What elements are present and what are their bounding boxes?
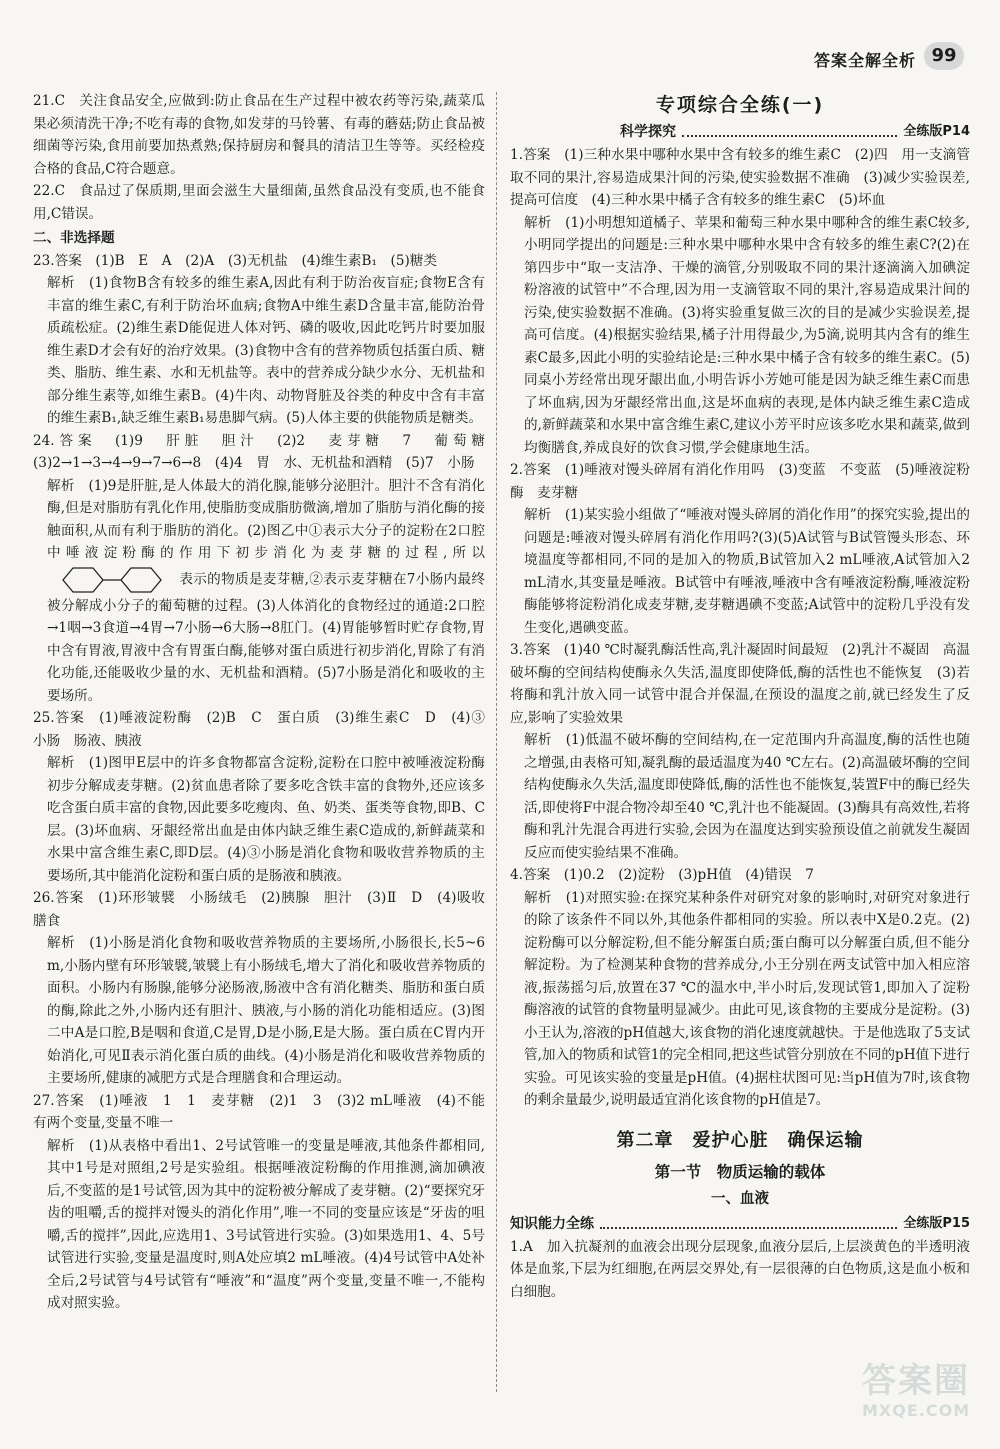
answer-q23: 23.答案 (1)B E A (2)A (3)无机盐 (4)维生素B₁ (5)糖类: [33, 252, 437, 269]
answer-k1: 1.A 加入抗凝剂的血液会出现分层现象,血液分层后,上层淡黄色的半透明液体是血浆,下层为红细胞,在两层交界处,有一层很薄的白色物质,这是血小板和白细胞。: [510, 1238, 970, 1300]
chapter-title: 第二章 爱护心脏 确保运输: [616, 1129, 864, 1151]
science-version: 全练版P14: [903, 124, 970, 139]
analysis-q24-part1: 解析 (1)9是肝脏,是人体最大的消化腺,能够分泌胆汁。胆汁不含有消化酶,但是对脂肪有乳化作用,使脂肪变成脂肪微滴,增加了脂肪与消化酶的接触面积,从而有利于脂肪的消化。(2)图乙中①表示大分子的淀粉在2口腔中唾液淀粉酶的作用下初步消化为麦芽糖的过程,所以: [47, 477, 485, 561]
answer-r1: 1.答案 (1)三种水果中哪种水果中含有较多的维生素C (2)四 用一支滴管取不同的果汁,容易造成果汁间的污染,使实验数据不准确 (3)减少实验误差,提高可信度 (4)三种水果中橘子含有较多的维生素C (5)坏血: [510, 147, 970, 208]
knowledge-version: 全练版P15: [903, 1215, 970, 1231]
dotted-leader: [682, 127, 897, 137]
page-header: [0, 40, 1000, 80]
maltose-structure-icon: [53, 565, 173, 595]
analysis-q24-part2: 表示的物质是麦芽糖,②表示麦芽糖在7小肠内最终被分解成小分子的葡萄糖的过程。(3)人体消化的食物经过的通道:2口腔→1咽→3食道→4胃→7小肠→6大肠→8肛门。(4)胃能够暂时贮存食物,胃中含有胃液,胃液中含有胃蛋白酶,能够对蛋白质进行初步消化,胃除了有消化功能,还能吸收少量的水、无机盐和酒精。(5)7小肠是消化和吸收的主要场所。: [47, 571, 485, 704]
analysis-r2: 解析 (1)某实验小组做了“唾液对馒头碎屑的消化作用”的探究实验,提出的问题是:唾液对馒头碎屑有消化作用吗?(3)(5)A试管与B试管馒头形态、环境温度等都相同,不同的是加入的物质,B试管加入2 mL唾液,A试管加入2 mL清水,其变量是唾液。B试管中有唾液,唾液中含有唾液淀粉酶,唾液淀粉酶能够将淀粉消化成麦芽糖,麦芽糖遇碘不变蓝;A试管中的淀粉几乎没有发生变化,遇碘变蓝。: [524, 507, 970, 636]
knowledge-heading: [510, 1212, 970, 1236]
science-heading: [510, 120, 970, 144]
answer-r2: 2.答案 (1)唾液对馒头碎屑有消化作用吗 (3)变蓝 不变蓝 (5)唾液淀粉酶 麦芽糖: [510, 462, 970, 501]
analysis-q26: 解析 (1)小肠是消化食物和吸收营养物质的主要场所,小肠很长,长5~6 m,小肠内壁有环形皱襞,皱襞上有小肠绒毛,增大了消化和吸收营养物质的面积。小肠内有肠腺,能够分泌肠液,肠液中含有消化糖类、脂肪和蛋白质的酶,除此之外,小肠内还有胆汁、胰液,与小肠的消化功能相适应。(3)图二中A是口腔,B是咽和食道,C是胃,D是小肠,E是大肠。蛋白质在C胃内开始消化,可见Ⅱ表示消化蛋白质的曲线。(4)小肠是消化和吸收营养物质的主要场所,健康的减肥方式是合理膳食和合理运动。: [47, 935, 485, 1086]
section-title: 第一节 物质运输的载体: [654, 1162, 826, 1181]
watermark-top: 答案圈: [862, 1361, 970, 1401]
analysis-q25: 解析 (1)图甲E层中的许多食物都富含淀粉,淀粉在口腔中被唾液淀粉酶初步分解成麦芽糖。(2)贫血患者除了要多吃含铁丰富的食物外,还应该多吃含蛋白质丰富的食物,因此要多吃瘦肉、鱼、奶类、蛋类等食物,即B、C层。(3)坏血病、牙龈经常出血是由体内缺乏维生素C造成的,新鲜蔬菜和水果中富含维生素C,即D层。(4)③小肠是消化食物和吸收营养物质的主要场所,其中能消化淀粉和蛋白质的是肠液和胰液。: [47, 755, 485, 884]
analysis-r4: 解析 (1)对照实验:在探究某种条件对研究对象的影响时,对研究对象进行的除了该条件不同以外,其他条件都相同的实验。所以表中X是0.2克。(2)淀粉酶可以分解淀粉,但不能分解蛋白质;蛋白酶可以分解蛋白质,但不能分解淀粉。为了检测某种食物的营养成分,小王分别在两支试管中加入相应溶液,振荡摇匀后,放置在37 ℃的温水中,半小时后,发现试管1,即加入了淀粉酶溶液的试管的食物量明显减少。由此可见,该食物的主要成分是淀粉。(3)小王认为,溶液的pH值越大,该食物的消化速度就越快。于是他选取了5支试管,加入的物质和试管1的完全相同,把这些试管分别放在不同的pH值下进行实验。可见该实验的变量是pH值。(4)据柱状图可见:当pH值为7时,该食物的剩余量最少,说明最适宜消化该食物的pH值是7。: [524, 889, 970, 1108]
analysis-q27: 解析 (1)从表格中看出1、2号试管唯一的变量是唾液,其他条件都相同,其中1号是对照组,2号是实验组。根据唾液淀粉酶的作用推测,滴加碘液后,不变蓝的是1号试管,因为其中的淀粉被分解成了麦芽糖。(2)“要探究牙齿的咀嚼,舌的搅拌对馒头的消化作用”,唯一不同的变量应该是“牙齿的咀嚼,舌的搅拌”,因此,应选用1、3号试管进行实验。(3)如果选用1、4、5号试管进行实验,变量是温度时,则A处应填2 mL唾液。(4)4号试管中A处补全后,2号试管与4号试管有“唾液”和“温度”两个变量,变量不唯一,不能构成对照实验。: [47, 1137, 485, 1311]
answer-q21: 21.C 关注食品安全,应做到:防止食品在生产过程中被农药等污染,蔬菜瓜果必须清洗干净;不吃有毒的食物,如发芽的马铃薯、有毒的蘑菇;防止食品被细菌等污染,食用前要加热煮熟;保持厨房和餐具的清洁卫生等等。买经检疫合格的食品,C符合题意。: [33, 93, 485, 177]
special-practice-title: 专项综合全练(一): [655, 94, 825, 116]
watermark-logo: [862, 1361, 982, 1431]
right-column: [510, 90, 970, 1390]
column-divider: [496, 92, 497, 1392]
watermark-bottom: MXQE.COM: [862, 1401, 971, 1420]
analysis-q24: [33, 475, 485, 708]
knowledge-title: 知识能力全练: [510, 1215, 594, 1232]
answer-q26: 26.答案 (1)环形皱襞 小肠绒毛 (2)胰腺 胆汁 (3)Ⅱ D (4)吸收 膳食: [33, 890, 499, 929]
dotted-leader: [600, 1219, 897, 1229]
answer-q24: 24.答案 (1)9 肝脏 胆汁 (2)2 麦芽糖 7 葡萄糖 (3)2→1→3→4→9→7→6→8 (4)4 胃 水、无机盐和酒精 (5)7 小肠: [33, 432, 499, 471]
page-number-badge: 99: [924, 42, 964, 70]
science-title: 科学探究: [620, 124, 676, 140]
analysis-r3: 解析 (1)低温不破坏酶的空间结构,在一定范围内升高温度,酶的活性也随之增强,由表格可知,凝乳酶的最适温度为40 ℃左右。(2)高温破坏酶的空间结构使酶永久失活,温度即使降低,酶的活性也不能恢复,装置F中的酶已经失活,即使将F中混合物冷却至40 ℃,乳汁也不能凝固。(3)酶具有高效性,若将酶和乳汁先混合再进行实验,会因为在温度达到实验预设值之前就发生凝固反应而使实验结果不准确。: [524, 732, 970, 861]
subsection-title: 一、血液: [711, 1190, 769, 1207]
answer-q22: 22.C 食品过了保质期,里面会滋生大量细菌,虽然食品没有变质,也不能食用,C错误。: [33, 183, 485, 222]
header-title: 答案全解全析: [813, 51, 916, 70]
left-column: [33, 90, 499, 1390]
answer-q27: 27.答案 (1)唾液 1 1 麦芽糖 (2)1 3 (3)2 mL唾液 (4)不能 有两个变量,变量不唯一: [33, 1092, 499, 1131]
analysis-q23: 解析 (1)食物B含有较多的维生素A,因此有利于防治夜盲症;食物E含有丰富的维生素C,有利于防治坏血病;食物A中维生素D含量丰富,能防治骨质疏松症。(2)维生素D能促进人体对钙、磷的吸收,因此吃钙片时要加服维生素D才会有好的治疗效果。(3)食物中含有的营养物质包括蛋白质、糖类、脂肪、维生素、水和无机盐等。表中的营养成分缺少水分、无机盐和部分维生素等,如维生素B。(4)牛肉、动物肾脏及谷类的种皮中含有丰富的维生素B₁,缺乏维生素B₁易患脚气病。(5)人体主要的供能物质是糖类。: [47, 275, 485, 426]
analysis-r1: 解析 (1)小明想知道橘子、苹果和葡萄三种水果中哪种含的维生素C较多,小明同学提出的问题是:三种水果中哪种水果中含有较多的维生素C?(2)在第四步中“取一支洁净、干燥的滴管,分别吸取不同的果汁逐滴滴入加碘淀粉溶液的试管中”不合理,因为用一支滴管取不同的果汁,容易造成果汁间的污染,使实验数据不准确。(3)将实验重复做三次的目的是减少实验误差,提高可信度。(4)根据实验结果,橘子汁用得最少,为5滴,说明其内含有的维生素C最多,因此小明的实验结论是:三种水果中橘子含有较多的维生素C。(5)同桌小芳经常出现牙龈出血,小明告诉小芳她可能是因为缺乏维生素C而患了坏血病,因为牙龈经常出血,这是坏血病的表现,是体内缺乏维生素C造成的,新鲜蔬菜和水果中富含维生素C,建议小芳平时应该多吃水果和蔬菜,做到均衡膳食,养成良好的饮食习惯,学会健康地生活。: [524, 214, 970, 456]
answer-q25: 25.答案 (1)唾液淀粉酶 (2)B C 蛋白质 (3)维生素C D (4)③ 小肠 肠液、胰液: [33, 710, 499, 749]
answer-r4: 4.答案 (1)0.2 (2)淀粉 (3)pH值 (4)错误 7: [510, 867, 814, 883]
answer-r3: 3.答案 (1)40 ℃时凝乳酶活性高,乳汁凝固时间最短 (2)乳汁不凝固 高温破坏酶的空间结构使酶永久失活,温度即使降低,酶的活性也不能恢复 (3)若将酶和乳汁放入同一试管中混合并保温,在预设的温度之前,就已经发生了反应,影响了实验效果: [510, 642, 970, 726]
section-heading-nonchoice: 二、非选择题: [33, 230, 115, 246]
